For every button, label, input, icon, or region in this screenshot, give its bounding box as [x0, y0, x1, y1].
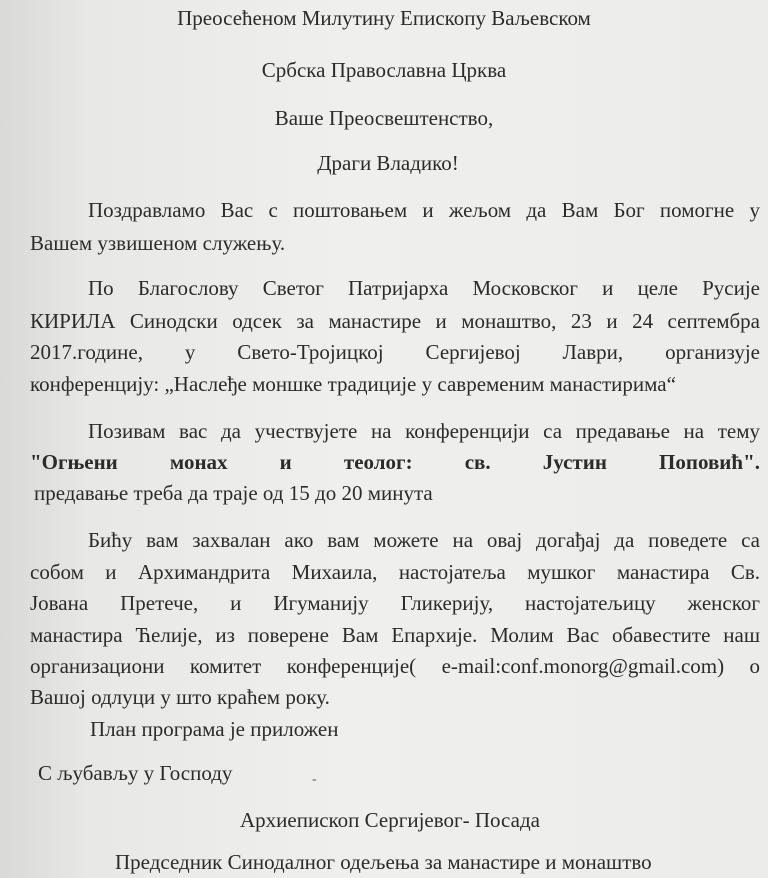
- text-line: 2017.године, у Свето-Тројицкој Сергијевој Лаври, организује: [30, 340, 760, 364]
- text-line: Вашем узвишеном служењу.: [30, 231, 286, 255]
- signature-position: Председник Синодалног одељења за манастире и монаштво: [115, 850, 652, 874]
- greeting: Драги Владико!: [317, 151, 459, 175]
- closing: С љубављу у Господу: [38, 761, 233, 785]
- church-name: Србска Православна Црква: [261, 58, 507, 82]
- text-line: манастира Ћелије, из поверене Вам Епархије. Молим Вас обавестите наш: [30, 623, 760, 647]
- addressee: Преосећеном Милутину Епископу Ваљевском: [177, 6, 591, 30]
- attachment-note: План програма је приложен: [90, 717, 339, 741]
- text-line: Позивам вас да учествујете на конференцији са предавање на тему: [88, 419, 760, 443]
- text-line: КИРИЛА Синодски одсек за манастире и монаштво, 23 и 24 септембра: [30, 309, 760, 333]
- pen-mark: -: [312, 772, 317, 787]
- text-line: Јована Претече, и Игуманију Гликерију, настојатељицу женског: [30, 591, 760, 615]
- salutation: Ваше Преосвештенство,: [274, 106, 494, 130]
- text-line: Поздравламо Вас с поштовањем и жељом да Вам Бог помогне у: [88, 198, 760, 222]
- text-line: Вашој одлуци у што краћем року.: [30, 685, 330, 709]
- text-line: собом и Архимандрита Михаила, настојатеља мушког манастира Св.: [30, 560, 760, 584]
- text-line: По Благослову Светог Патријарха Московског и целе Русије: [88, 276, 760, 300]
- text-line: Бићу вам захвалан ако вам можете на овај догађај да поведете са: [88, 528, 760, 552]
- text-line: конференцију: „Наслеђе моншке традиције у савременим манастирима“: [30, 372, 676, 396]
- lecture-topic: "Огњени монах и теолог: св. Јустин Поповић".: [30, 450, 760, 474]
- text-line: предавање треба да траје од 15 до 20 минута: [34, 481, 433, 505]
- signature-title: Архиепископ Сергијевог- Посада: [240, 808, 540, 832]
- text-line-email: организациони комитет конференције( e-mail:conf.monorg@gmail.com) о: [30, 654, 760, 678]
